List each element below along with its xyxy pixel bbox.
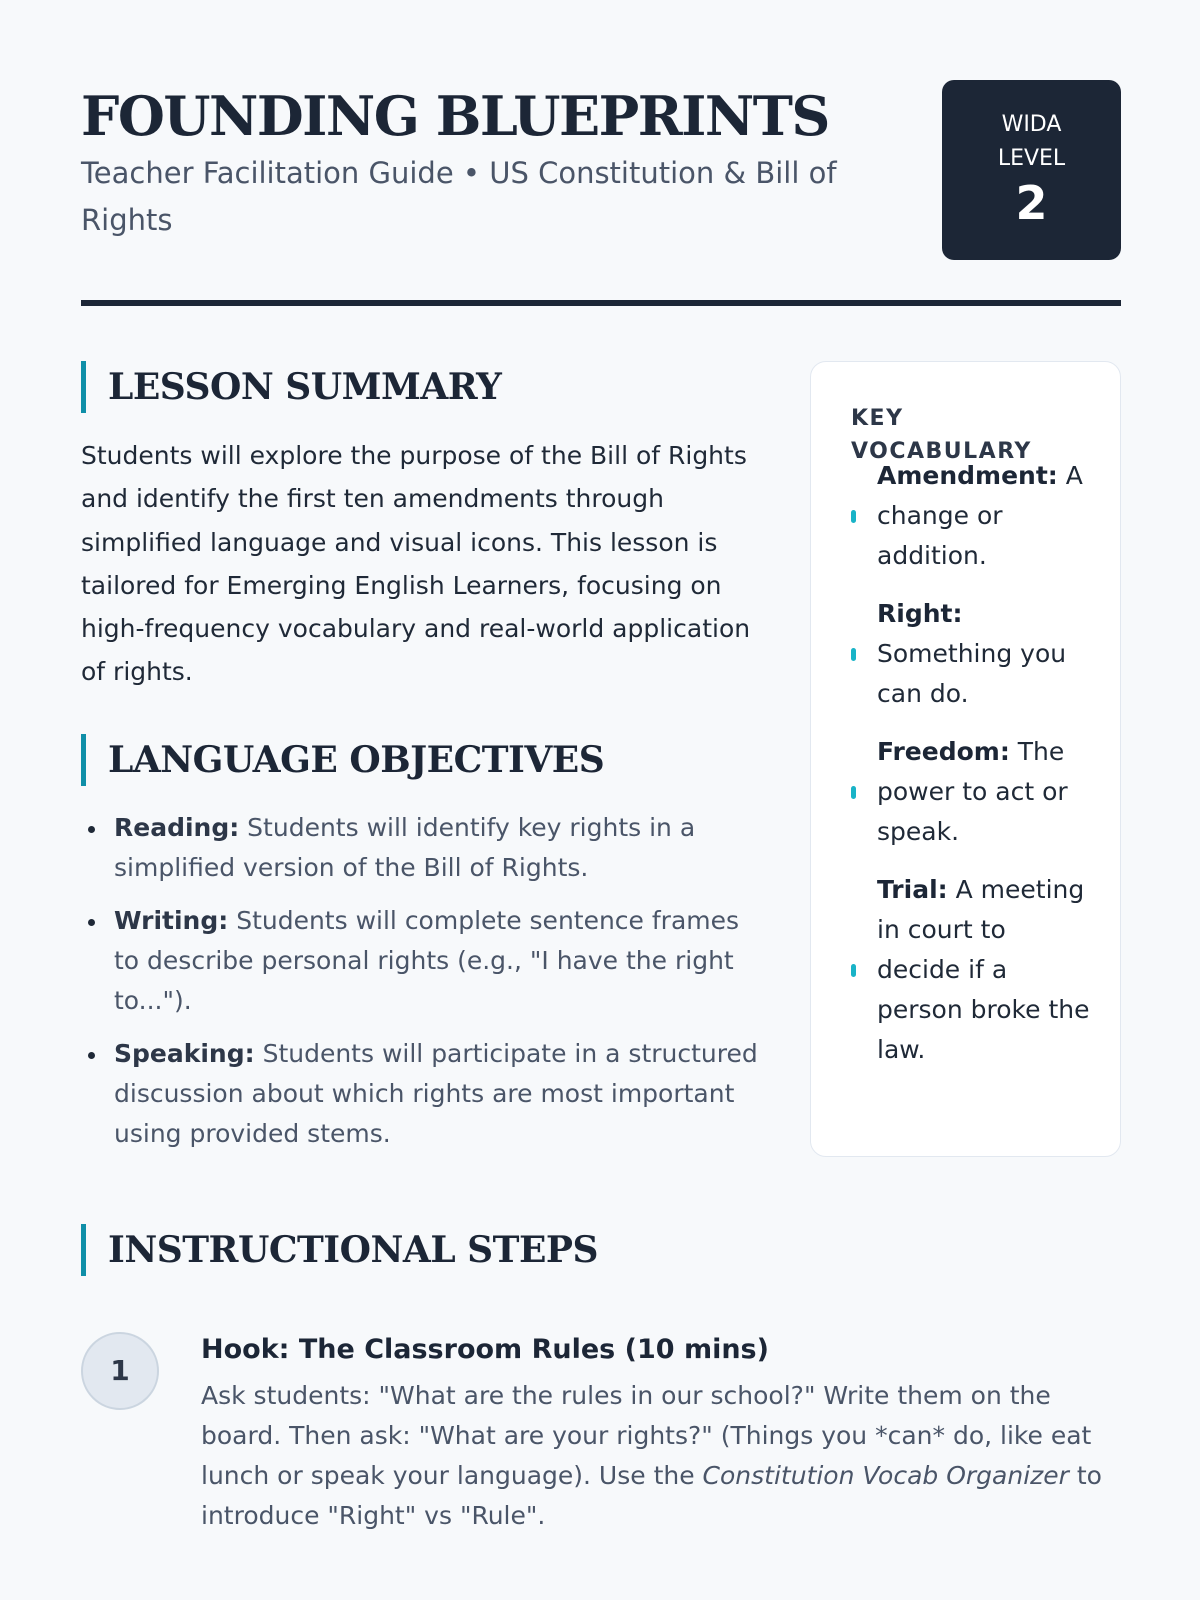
step-number-badge: 1 xyxy=(81,1332,159,1410)
guide-header xyxy=(81,80,1121,306)
facilitation-guide-page xyxy=(81,0,1121,1600)
objective-label: Reading: xyxy=(114,813,240,842)
vocab-item-freedom xyxy=(851,732,1091,852)
vocab-entry xyxy=(877,594,1091,714)
vocab-term: Freedom: xyxy=(877,737,1010,766)
wida-level-label xyxy=(942,108,1121,176)
objective-item-reading xyxy=(81,808,761,888)
vocab-item-right xyxy=(851,594,1091,714)
vocab-item-amendment xyxy=(851,456,1091,576)
vocab-definition: A change or addition. xyxy=(877,461,1083,570)
lesson-summary-heading: LESSON SUMMARY xyxy=(81,361,501,413)
wida-level-number: 2 xyxy=(1015,176,1048,230)
lesson-summary-text: Students will explore the purpose of the Bill of Rights and identify the first ten amendments through simplified language and visual icons. This lesson is tailored for Emerging English Learners, focusing on high-frequency vocabulary and real-world application of rights. xyxy=(81,441,751,687)
wida-level-badge xyxy=(942,80,1121,260)
step-body-text-end: to introduce "Right" vs "Rule". xyxy=(201,1461,1102,1530)
vocab-definition: Something you can do. xyxy=(877,639,1067,708)
vocab-item-trial xyxy=(851,870,1091,1070)
language-objectives-heading: LANGUAGE OBJECTIVES xyxy=(81,734,604,786)
vocab-term: Amendment: xyxy=(877,461,1058,490)
vocab-entry xyxy=(877,456,1091,576)
objective-text: Students will identify key rights in a simplified version of the Bill of Rights. xyxy=(114,813,696,882)
objective-label: Speaking: xyxy=(114,1039,255,1068)
objective-item-writing xyxy=(81,901,761,1021)
objective-label: Writing: xyxy=(114,906,229,935)
page-subtitle: Teacher Facilitation Guide • US Constitution & Bill of Rights xyxy=(81,156,837,237)
language-objectives-list xyxy=(81,808,761,1167)
key-vocabulary-card xyxy=(810,361,1121,1157)
vocab-definition: The power to act or speak. xyxy=(877,737,1068,846)
vocab-bullet-icon xyxy=(851,648,856,661)
vocab-entry xyxy=(877,870,1091,1070)
vocab-bullet-icon xyxy=(851,786,856,799)
vocab-bullet-icon xyxy=(851,964,856,977)
vocab-bullet-icon xyxy=(851,510,856,523)
objective-item-speaking xyxy=(81,1034,761,1154)
wida-label-line1: WIDA xyxy=(1001,112,1062,137)
step-body-resource: Constitution Vocab Organizer xyxy=(702,1461,1069,1490)
header-divider xyxy=(81,300,1121,306)
wida-label-line2: LEVEL xyxy=(997,146,1066,171)
step-body xyxy=(201,1376,1121,1536)
key-vocabulary-title: KEY VOCABULARY xyxy=(851,406,1032,464)
objective-text: Students will participate in a structured discussion about which rights are most important using provided stems. xyxy=(114,1039,758,1148)
vocab-term: Right: xyxy=(877,599,963,628)
vocab-entry xyxy=(877,732,1091,852)
key-vocabulary-list xyxy=(851,456,1091,1070)
instructional-steps-heading: INSTRUCTIONAL STEPS xyxy=(81,1224,598,1276)
page-title: FOUNDING BLUEPRINTS xyxy=(81,84,829,148)
step-title: Hook: The Classroom Rules (10 mins) xyxy=(201,1334,769,1365)
vocab-term: Trial: xyxy=(877,875,948,904)
vocab-definition: A meeting in court to decide if a person broke the law. xyxy=(877,875,1090,1064)
step-body-text: Ask students: "What are the rules in our school?" Write them on the board. Then ask: "What are your rights?" (Things you *can* do, like eat lunch or speak your language). Use the xyxy=(201,1381,1092,1490)
objective-text: Students will complete sentence frames to describe personal rights (e.g., "I have the right to..."). xyxy=(114,906,740,1015)
